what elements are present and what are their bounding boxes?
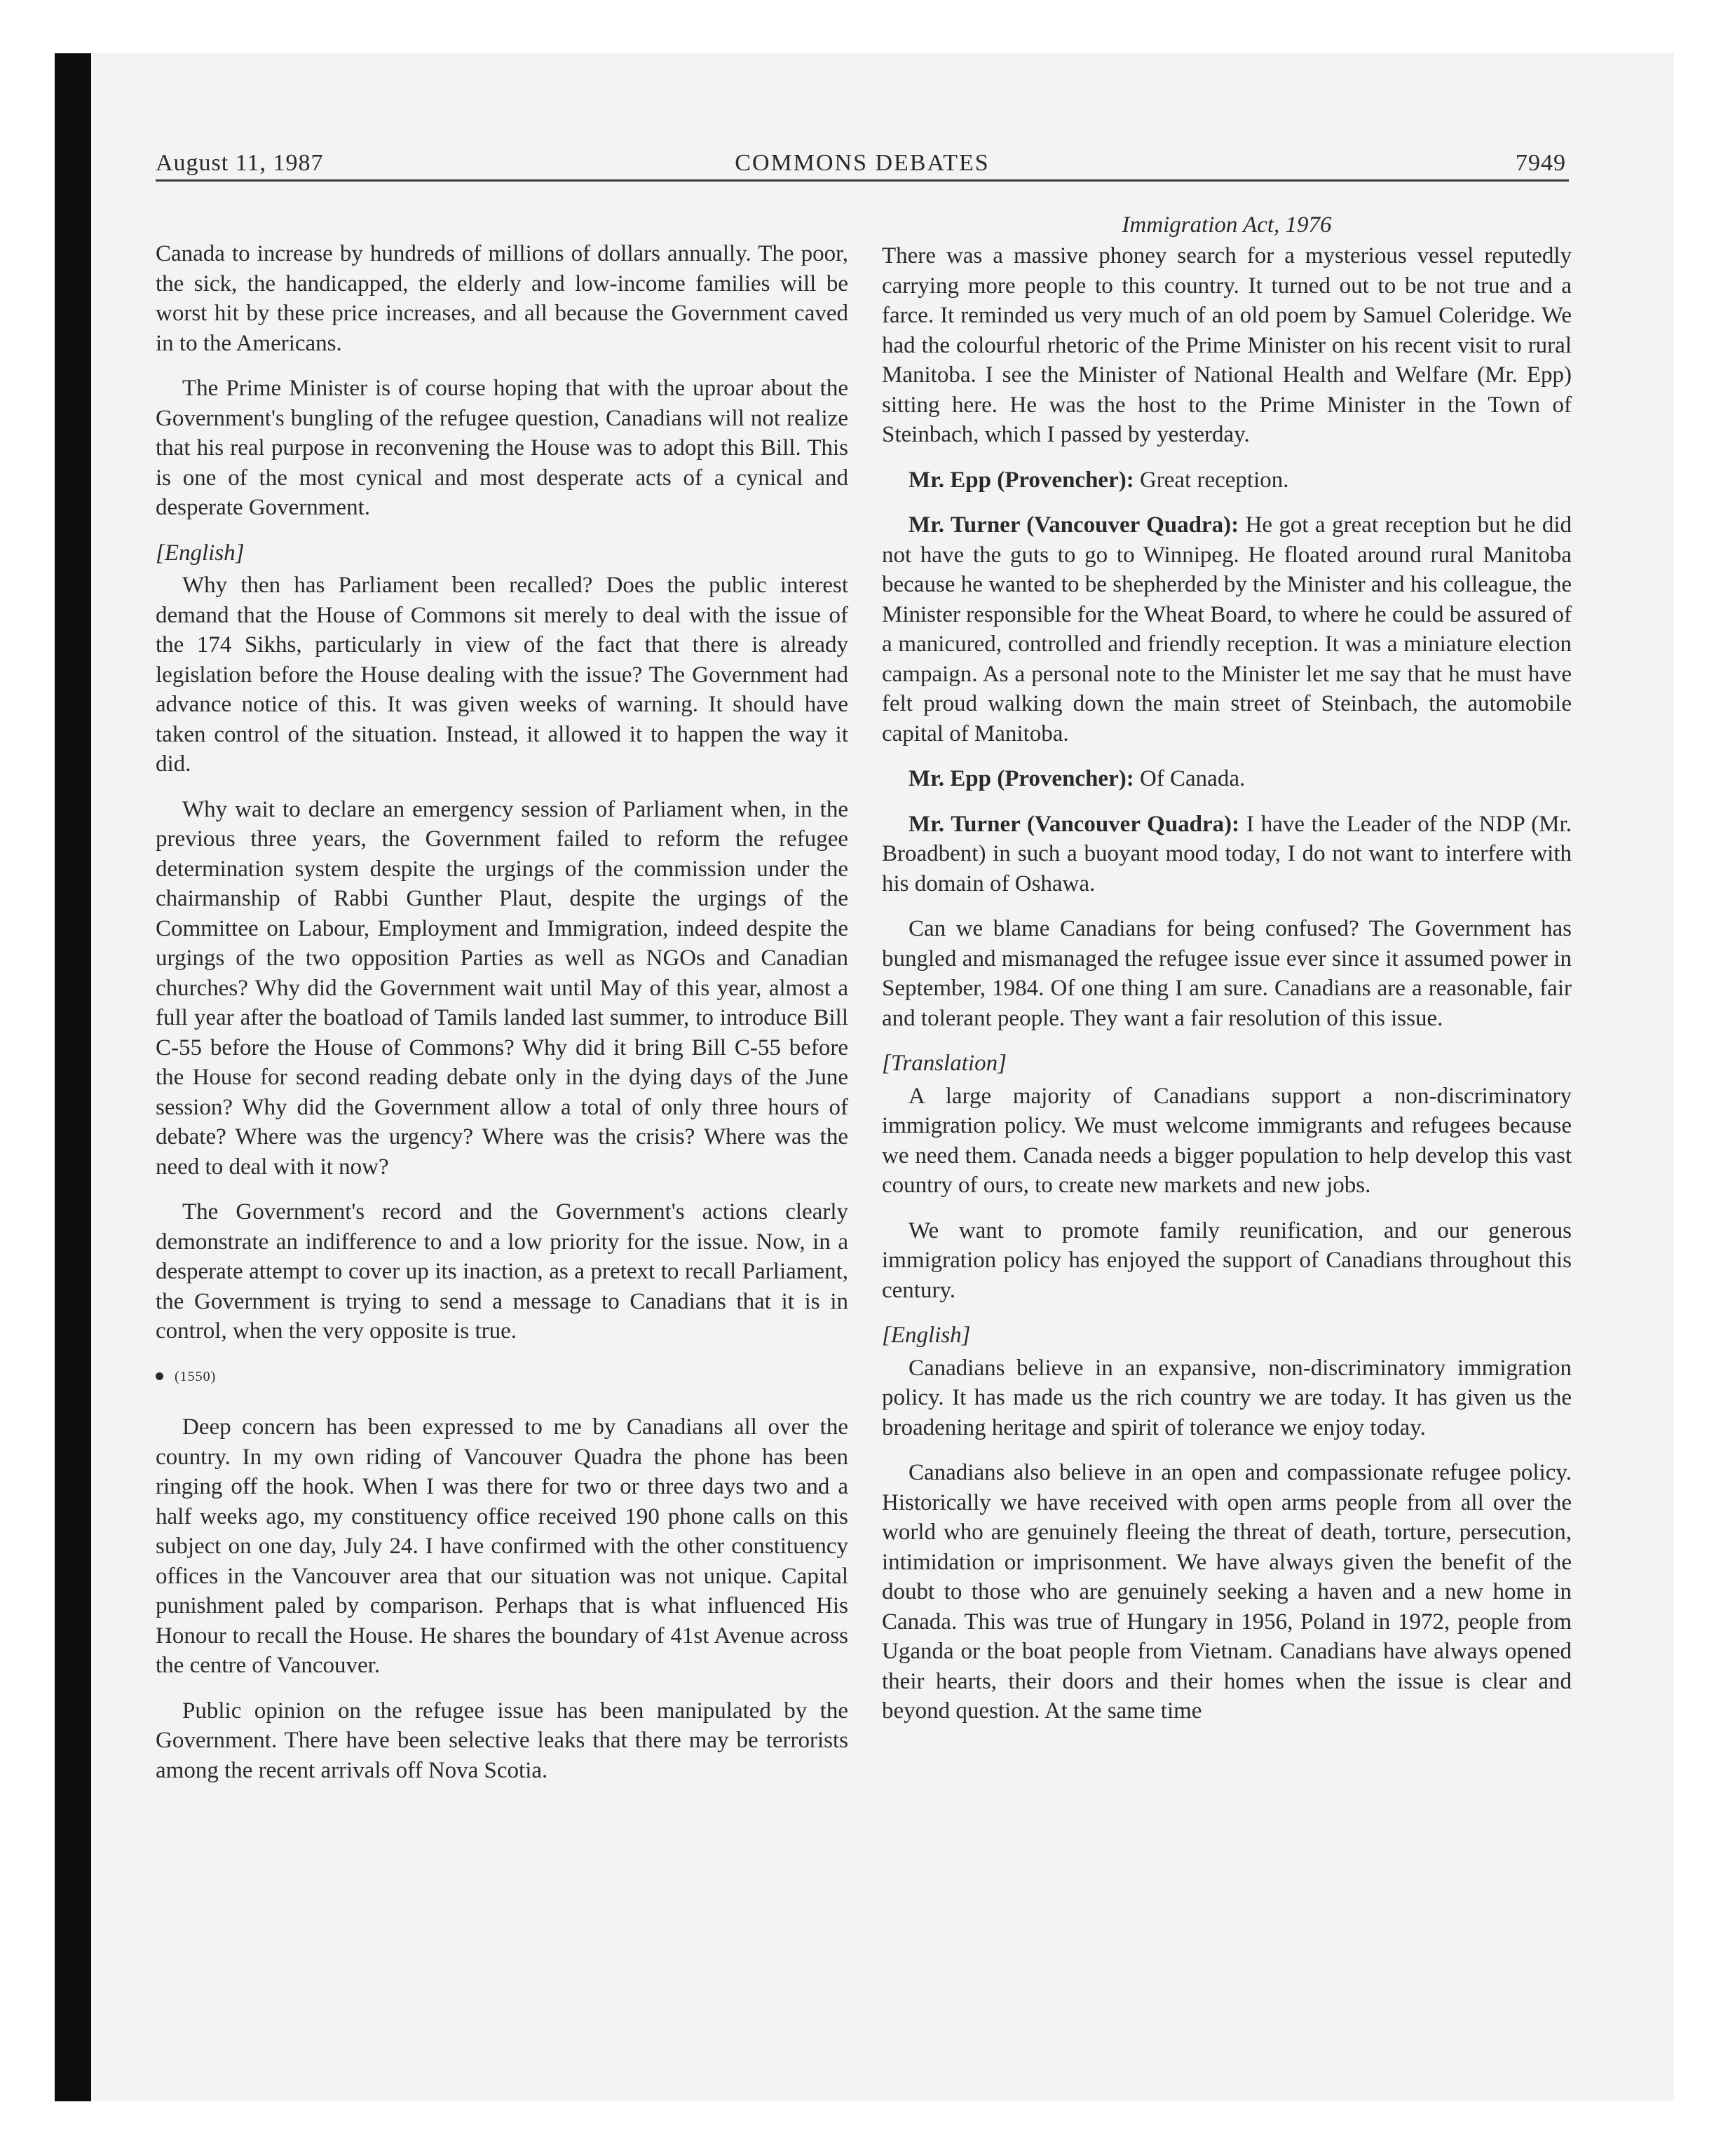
scan-binding-edge bbox=[55, 53, 91, 2101]
speech-text: He got a great reception but he did not have the guts to go to Winnipeg. He floated around rural Manitoba because he wanted to be shepherded by the Minister and his colleague, the Minister responsible for the Wheat Board, to where he could be assured of a manicured, controlled and friendly reception. It was a miniature election campaign. As a personal note to the Minister let me say that he must have felt proud walking down the main street of Steinbach, the automobile capital of Manitoba. bbox=[882, 512, 1572, 746]
speech bbox=[882, 465, 1572, 496]
timestamp-text: (1550) bbox=[175, 1368, 217, 1384]
speech bbox=[882, 510, 1572, 749]
header-title: COMMONS DEBATES bbox=[735, 150, 990, 176]
paragraph: We want to promote family reunification, and our generous immigration policy has enjoyed the support of Canadians throughout this century. bbox=[882, 1217, 1572, 1303]
speaker-name: Mr. Turner (Vancouver Quadra): bbox=[909, 811, 1240, 837]
topic-heading: Immigration Act, 1976 bbox=[1122, 212, 1332, 238]
speaker-name: Mr. Epp (Provencher): bbox=[909, 467, 1134, 493]
speech-text: Great reception. bbox=[1134, 467, 1289, 493]
paragraph: Canadians also believe in an open and compassionate refugee policy. Historically we have received with open arms people from all over the world who are genuinely fleeing the threat of death, torture, persecution, intimidation or imprisonment. We have always given the benefit of the doubt to those who are genuinely seeking a haven and a new home in Canada. This was true of Hungary in 1956, Poland in 1972, people from Uganda or the boat people from Vietnam. Canadians have always opened their hearts, their doors and their homes when the issue is clear and beyond question. At the same time bbox=[882, 1460, 1572, 1724]
paragraph: The Prime Minister is of course hoping that with the uproar about the Government's bungling of the refugee question, Canadians will not realize that his real purpose in reconvening the House was to adopt this Bill. This is one of the most cynical and most desperate acts of a cynical and desperate Government. bbox=[156, 376, 848, 520]
paragraph: Deep concern has been expressed to me by Canadians all over the country. In my own riding of Vancouver Quadra the phone has been ringing off the hook. When I was there for two or three days two and a half weeks ago, my constituency office received 190 phone calls on this subject on one day, July 24. I have confirmed with the other constituency offices in the Vancouver area that our situation was not unique. Capital punishment paled by comparison. Perhaps that is what influenced His Honour to recall the House. He shares the boundary of 41st Avenue across the centre of Vancouver. bbox=[156, 1414, 848, 1678]
speech-text: Of Canada. bbox=[1134, 766, 1246, 791]
language-marker: [English] bbox=[156, 540, 245, 566]
paragraph: Why wait to declare an emergency session of Parliament when, in the previous three years, the Government failed to reform the refugee determination system despite the urgings of the commission under the chairmanship of Rabbi Gunther Plaut, despite the urgings of the Committee on Labour, Employment and Immigration, indeed despite the urgings of the two opposition Parties as well as NGOs and Canadian churches? Why did the Government wait until May of this year, almost a full year after the boatload of Tamils landed last summer, to introduce Bill C-55 before the House of Commons? Why did it bring Bill C-55 before the House for second reading debate only in the dying days of the June session? Why did the Government allow a total of only three hours of debate? Where was the urgency? Where was the crisis? Where was the need to deal with it now? bbox=[156, 796, 848, 1180]
right-column bbox=[882, 210, 1572, 1742]
speech bbox=[882, 810, 1572, 899]
paragraph: There was a massive phoney search for a mysterious vessel reputedly carrying more people to this country. It turned out to be not true and a farce. It reminded us very much of an old poem by Samuel Coleridge. We had the colourful rhetoric of the Prime Minister on his recent visit to rural Manitoba. I see the Minister of National Health and Welfare (Mr. Epp) sitting here. He was the host to the Prime Minister in the Town of Steinbach, which I passed by yesterday. bbox=[882, 243, 1572, 447]
paragraph: Canada to increase by hundreds of millions of dollars annually. The poor, the sick, the handicapped, the elderly and low-income families will be worst hit by these price increases, and all because the Government caved in to the Americans. bbox=[156, 241, 848, 356]
speaker-name: Mr. Epp (Provencher): bbox=[909, 766, 1134, 791]
header-page-number: 7949 bbox=[1516, 150, 1566, 176]
header-date: August 11, 1987 bbox=[156, 150, 324, 176]
paragraph: Canadians believe in an expansive, non-discriminatory immigration policy. It has made us the rich country we are today. It has given us the broadening heritage and spirit of tolerance we enjoy today. bbox=[882, 1355, 1572, 1440]
left-column bbox=[156, 239, 848, 1801]
speaker-name: Mr. Turner (Vancouver Quadra): bbox=[909, 512, 1239, 538]
paragraph: Public opinion on the refugee issue has been manipulated by the Government. There have been selective leaks that there may be terrorists among the recent arrivals off Nova Scotia. bbox=[156, 1698, 848, 1783]
paragraph: Why then has Parliament been recalled? Does the public interest demand that the House of Commons sit merely to deal with the issue of the 174 Sikhs, particularly in view of the fact that there is already legislation before the House dealing with the issue? The Government had advance notice of this. It was given weeks of warning. It should have taken control of the situation. Instead, it allowed it to happen the way it did. bbox=[156, 573, 848, 777]
language-marker: [Translation] bbox=[882, 1051, 1007, 1076]
timestamp-marker bbox=[156, 1362, 848, 1392]
paragraph: The Government's record and the Government's actions clearly demonstrate an indifference to and a low priority for the issue. Now, in a desperate attempt to cover up its inaction, as a pretext to recall Parliament, the Government is trying to send a message to Canadians that it is in control, when the very opposite is true. bbox=[156, 1199, 848, 1344]
language-marker: [English] bbox=[882, 1323, 971, 1348]
speech-text: I have the Leader of the NDP (Mr. Broadbent) in such a buoyant mood today, I do not want to interfere with his domain of Oshawa. bbox=[882, 811, 1572, 896]
speech bbox=[882, 764, 1572, 794]
paragraph: Can we blame Canadians for being confused? The Government has bungled and mismanaged the refugee issue ever since it assumed power in September, 1984. Of one thing I am sure. Canadians are a reasonable, fair and tolerant people. They want a fair resolution of this issue. bbox=[882, 916, 1572, 1031]
bullet-icon bbox=[156, 1372, 163, 1380]
paragraph: A large majority of Canadians support a non-discriminatory immigration policy. We must welcome immigrants and refugees because we need them. Canada needs a bigger population to help develop this vast country of ours, to create new markets and new jobs. bbox=[882, 1083, 1572, 1198]
page-header bbox=[156, 147, 1569, 182]
